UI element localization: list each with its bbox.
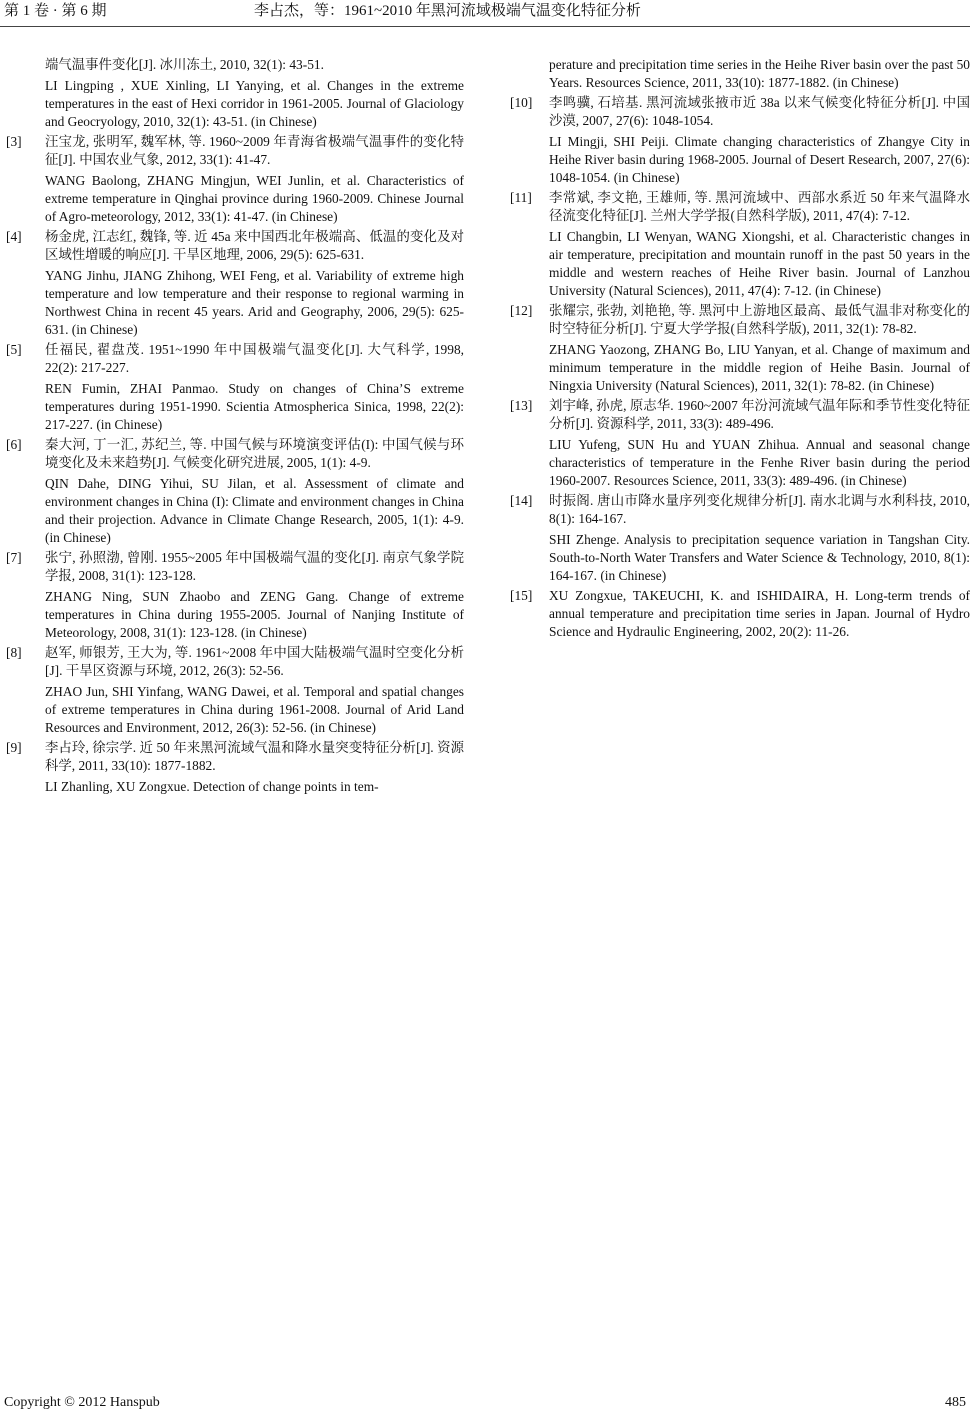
references-left-column	[6, 56, 464, 798]
reference-item	[510, 189, 970, 300]
reference-chinese: 李占玲, 徐宗学. 近 50 年来黑河流域气温和降水量突变特征分析[J]. 资源科学, 2011, 33(10): 1877-1882.	[45, 740, 464, 773]
reference-item	[6, 644, 464, 737]
reference-english: WANG Baolong, ZHANG Mingjun, WEI Junlin, et al. Characteristics of extreme temperature in Qinghai province during 1960-2009. Chinese Journal of Agro-meteorology, 2012, 33(1): 41-47. (in Chinese)	[45, 173, 464, 224]
reference-english: LIU Yufeng, SUN Hu and YUAN Zhihua. Annual and seasonal change characteristics of temperature in the Fenhe River basin during the period 1960-2007. Resources Science, 2011, 33(3): 489-496. (in Chinese)	[549, 437, 970, 488]
reference-item	[6, 436, 464, 547]
reference-chinese: 秦大河, 丁一汇, 苏纪兰, 等. 中国气候与环境演变评估(I): 中国气候与环境变化及未来趋势[J]. 气候变化研究进展, 2005, 1(1): 4-9.	[45, 437, 464, 470]
reference-number: [5]	[6, 342, 22, 357]
running-title: 李占杰，等：1961~2010 年黑河流域极端气温变化特征分析	[254, 3, 641, 19]
volume-issue: 第 1 卷 · 第 6 期	[4, 3, 107, 19]
reference-item	[510, 302, 970, 395]
reference-english: perature and precipitation time series in the Heihe River basin over the past 50 Years. Resources Science, 2011, 33(10): 1877-1882. (in Chinese)	[549, 57, 970, 90]
copyright-notice: Copyright © 2012 Hanspub	[4, 1395, 160, 1410]
references-right-column	[510, 56, 970, 643]
reference-chinese: 张耀宗, 张勃, 刘艳艳, 等. 黑河中上游地区最高、最低气温非对称变化的时空特征分析[J]. 宁夏大学学报(自然科学版), 2011, 32(1): 78-82.	[549, 303, 970, 336]
reference-number: [9]	[6, 740, 22, 755]
reference-chinese: 汪宝龙, 张明军, 魏军林, 等. 1960~2009 年青海省极端气温事件的变化特征[J]. 中国农业气象, 2012, 33(1): 41-47.	[45, 134, 464, 167]
reference-english: ZHAO Jun, SHI Yinfang, WANG Dawei, et al. Temporal and spatial changes of extreme temperatures in China during 1961-2008. Journal of Arid Land Resources and Environment, 2012, 26(3): 52-56. (in Chinese)	[45, 684, 464, 735]
reference-number: [13]	[510, 398, 533, 413]
reference-item	[6, 228, 464, 339]
reference-number: [6]	[6, 437, 22, 452]
reference-english: QIN Dahe, DING Yihui, SU Jilan, et al. Assessment of climate and environment changes in China (I): Climate and environment changes in China and their projection. Advance in Climate Change Research, 2005, 1(1): 4-9. (in Chinese)	[45, 476, 464, 545]
reference-number: [10]	[510, 95, 533, 110]
reference-chinese: 李鸣骥, 石培基. 黑河流域张掖市近 38a 以来气候变化特征分析[J]. 中国沙漠, 2007, 27(6): 1048-1054.	[549, 95, 970, 128]
reference-item	[6, 549, 464, 642]
page-number: 485	[945, 1395, 966, 1410]
reference-number: [11]	[510, 190, 532, 205]
page-footer	[0, 1394, 970, 1414]
reference-number: [7]	[6, 550, 22, 565]
reference-chinese: 任福民, 翟盘茂. 1951~1990 年中国极端气温变化[J]. 大气科学, 1998, 22(2): 217-227.	[45, 342, 464, 375]
reference-chinese: 杨金虎, 江志红, 魏锋, 等. 近 45a 来中国西北年极端高、低温的变化及对区域性增暖的响应[J]. 干旱区地理, 2006, 29(5): 625-631.	[45, 229, 464, 262]
reference-chinese: 赵军, 师银芳, 王大为, 等. 1961~2008 年中国大陆极端气温时空变化分析[J]. 干旱区资源与环境, 2012, 26(3): 52-56.	[45, 645, 464, 678]
reference-number: [12]	[510, 303, 533, 318]
reference-number: [3]	[6, 134, 22, 149]
reference-item	[6, 133, 464, 226]
reference-item	[510, 587, 970, 641]
reference-item	[510, 56, 970, 92]
reference-item	[6, 739, 464, 796]
reference-english: ZHANG Yaozong, ZHANG Bo, LIU Yanyan, et al. Change of maximum and minimum temperature in the middle region of Heihe Basin. Journal of Ningxia University (Natural Sciences), 2011, 32(1): 78-82. (in Chinese)	[549, 342, 970, 393]
reference-chinese: 端气温事件变化[J]. 冰川冻土, 2010, 32(1): 43-51.	[45, 57, 324, 72]
reference-number: [4]	[6, 229, 22, 244]
reference-english: YANG Jinhu, JIANG Zhihong, WEI Feng, et al. Variability of extreme high temperature and low temperature and their response to regional warming in Northwest China in recent 45 years. Arid and Geography, 2006, 29(5): 625-631. (in Chinese)	[45, 268, 464, 337]
reference-item	[6, 341, 464, 434]
reference-item	[510, 397, 970, 490]
reference-english: ZHANG Ning, SUN Zhaobo and ZENG Gang. Change of extreme temperatures in China during 1955-2005. Journal of Nanjing Institute of Meteorology, 2008, 31(1): 123-128. (in Chinese)	[45, 589, 464, 640]
reference-chinese: 时振阁. 唐山市降水量序列变化规律分析[J]. 南水北调与水利科技, 2010, 8(1): 164-167.	[549, 493, 970, 526]
reference-english: SHI Zhenge. Analysis to precipitation sequence variation in Tangshan City. South-to-North Water Transfers and Water Science & Technology, 2010, 8(1): 164-167. (in Chinese)	[549, 532, 970, 583]
reference-chinese: 刘宇峰, 孙虎, 原志华. 1960~2007 年汾河流域气温年际和季节性变化特征分析[J]. 资源科学, 2011, 33(3): 489-496.	[549, 398, 970, 431]
reference-item	[6, 56, 464, 131]
reference-chinese: 张宁, 孙照渤, 曾刚. 1955~2005 年中国极端气温的变化[J]. 南京气象学院学报, 2008, 31(1): 123-128.	[45, 550, 464, 583]
reference-item	[510, 94, 970, 187]
reference-number: [15]	[510, 588, 533, 603]
reference-english: LI Lingping , XUE Xinling, LI Yanying, et al. Changes in the extreme temperatures in the east of Hexi corridor in 1961-2005. Journal of Glaciology and Geocryology, 2010, 32(1): 43-51. (in Chinese)	[45, 78, 464, 129]
reference-english: XU Zongxue, TAKEUCHI, K. and ISHIDAIRA, H. Long-term trends of annual temperature and precipitation time series in Japan. Journal of Hydro Science and Hydraulic Engineering, 2002, 20(2): 11-26.	[549, 588, 970, 639]
reference-number: [8]	[6, 645, 22, 660]
reference-english: REN Fumin, ZHAI Panmao. Study on changes of China’S extreme temperatures during 1951-1990. Scientia Atmospherica Sinica, 1998, 22(2): 217-227. (in Chinese)	[45, 381, 464, 432]
reference-chinese: 李常斌, 李文艳, 王雄师, 等. 黑河流域中、西部水系近 50 年来气温降水径流变化特征[J]. 兰州大学学报(自然科学版), 2011, 47(4): 7-12.	[549, 190, 970, 223]
reference-english: LI Changbin, LI Wenyan, WANG Xiongshi, et al. Characteristic changes in air temperature, precipitation and mountain runoff in the past 50 years in the middle and western reaches of Heihe River basin. Journal of Lanzhou University (Natural Sciences), 2011, 47(4): 7-12. (in Chinese)	[549, 229, 970, 298]
running-header	[0, 0, 970, 27]
reference-english: LI Zhanling, XU Zongxue. Detection of change points in tem-	[45, 779, 379, 794]
reference-english: LI Mingji, SHI Peiji. Climate changing characteristics of Zhangye City in Heihe River basin during 1968-2005. Journal of Desert Research, 2007, 27(6): 1048-1054. (in Chinese)	[549, 134, 970, 185]
reference-number: [14]	[510, 493, 533, 508]
reference-item	[510, 492, 970, 585]
